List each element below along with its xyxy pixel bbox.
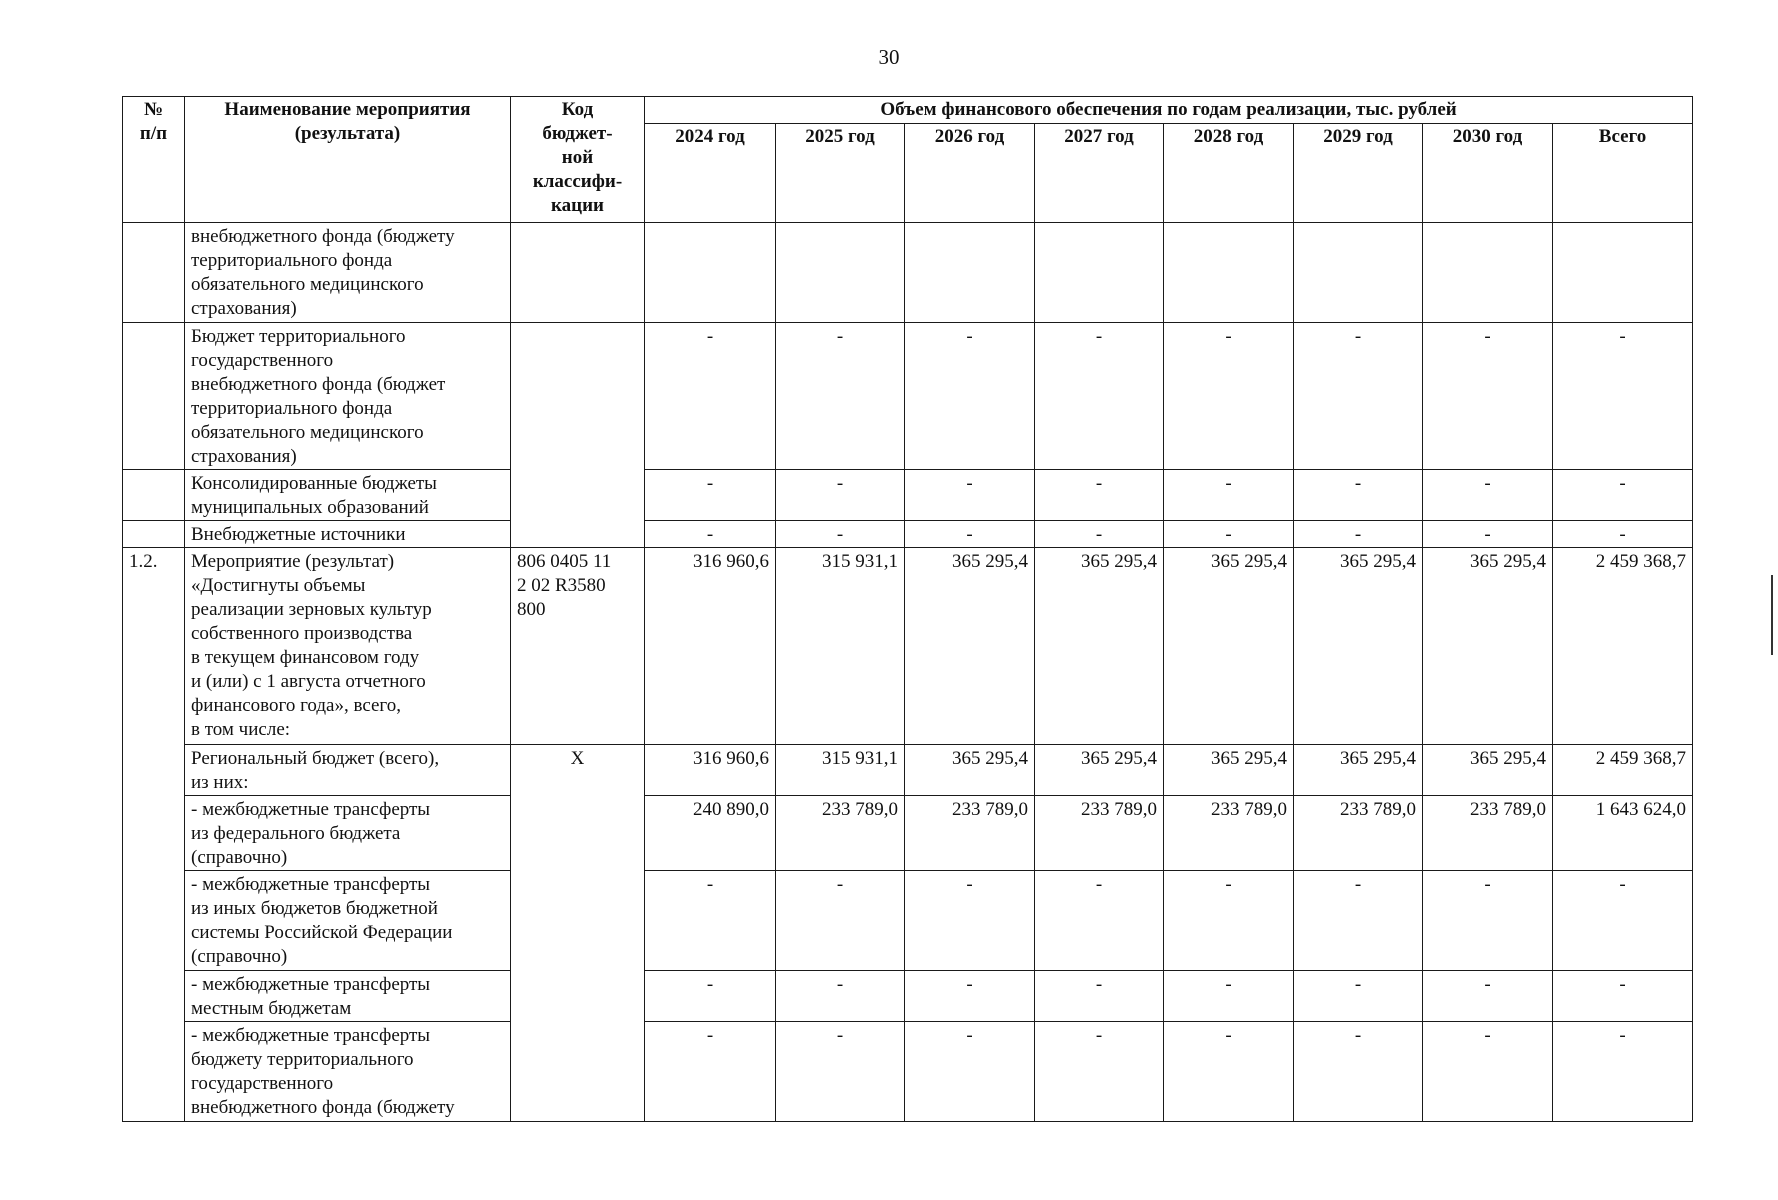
cell-total: -: [1553, 971, 1693, 1022]
cell-total: -: [1553, 521, 1693, 548]
row-name: - межбюджетные трансферты местным бюджетам: [185, 971, 511, 1022]
cell-2029: -: [1294, 521, 1423, 548]
cell-2028: 365 295,4: [1164, 745, 1294, 796]
cell-2027: -: [1035, 323, 1164, 470]
table-row: [123, 971, 1693, 1022]
cell-2024: -: [645, 1022, 776, 1122]
cell-2025: -: [776, 1022, 905, 1122]
table-header: [123, 97, 1693, 223]
table-row: [123, 745, 1693, 796]
cell-2028: 233 789,0: [1164, 796, 1294, 871]
cell-2030: -: [1423, 871, 1553, 971]
row-code: [511, 323, 645, 548]
header-activity-name: Наименование мероприятия (результата): [185, 97, 511, 223]
cell-2030: 233 789,0: [1423, 796, 1553, 871]
table-body: [123, 223, 1693, 1122]
cell-2028: -: [1164, 871, 1294, 971]
financing-table: [122, 96, 1693, 1122]
cell-2028: -: [1164, 521, 1294, 548]
row-name: Региональный бюджет (всего), из них:: [185, 745, 511, 796]
cell-2029: [1294, 223, 1423, 323]
cell-2026: -: [905, 1022, 1035, 1122]
cell-2024: -: [645, 871, 776, 971]
cell-2026: [905, 223, 1035, 323]
cell-2029: 233 789,0: [1294, 796, 1423, 871]
cell-2025: -: [776, 323, 905, 470]
row-number: [123, 521, 185, 548]
table-row: [123, 1022, 1693, 1122]
cell-2027: -: [1035, 971, 1164, 1022]
header-year-2027: 2027 год: [1035, 124, 1164, 223]
cell-2028: 365 295,4: [1164, 548, 1294, 745]
cell-2030: -: [1423, 521, 1553, 548]
cell-2025: -: [776, 971, 905, 1022]
row-number: 1.2.: [123, 548, 185, 1122]
cell-total: -: [1553, 1022, 1693, 1122]
cell-2024: -: [645, 323, 776, 470]
header-year-2029: 2029 год: [1294, 124, 1423, 223]
row-number: [123, 470, 185, 521]
cell-2028: -: [1164, 323, 1294, 470]
cell-total: [1553, 223, 1693, 323]
cell-2026: 233 789,0: [905, 796, 1035, 871]
header-year-2028: 2028 год: [1164, 124, 1294, 223]
scan-edge-mark: [1771, 575, 1773, 655]
row-number: [123, 223, 185, 323]
cell-2025: [776, 223, 905, 323]
table-row: [123, 796, 1693, 871]
cell-total: 2 459 368,7: [1553, 745, 1693, 796]
header-funding-group: Объем финансового обеспечения по годам реализации, тыс. рублей: [645, 97, 1693, 124]
row-name: - межбюджетные трансферты из иных бюджетов бюджетной системы Российской Федерации (справочно): [185, 871, 511, 971]
header-year-2025: 2025 год: [776, 124, 905, 223]
cell-total: 1 643 624,0: [1553, 796, 1693, 871]
table-row: [123, 548, 1693, 745]
cell-2024: -: [645, 971, 776, 1022]
cell-2030: -: [1423, 470, 1553, 521]
row-number: [123, 323, 185, 470]
row-code: Х: [511, 745, 645, 1122]
cell-2027: 365 295,4: [1035, 548, 1164, 745]
table-row: [123, 470, 1693, 521]
cell-2026: -: [905, 871, 1035, 971]
cell-2025: 315 931,1: [776, 745, 905, 796]
cell-2026: 365 295,4: [905, 548, 1035, 745]
cell-2025: -: [776, 470, 905, 521]
header-number: № п/п: [123, 97, 185, 223]
cell-2027: -: [1035, 871, 1164, 971]
cell-2030: -: [1423, 1022, 1553, 1122]
row-code: 806 0405 11 2 02 R3580 800: [511, 548, 645, 745]
cell-2029: -: [1294, 470, 1423, 521]
cell-2030: 365 295,4: [1423, 548, 1553, 745]
cell-2030: [1423, 223, 1553, 323]
cell-2028: -: [1164, 971, 1294, 1022]
cell-2027: -: [1035, 470, 1164, 521]
cell-2024: 240 890,0: [645, 796, 776, 871]
cell-2025: -: [776, 521, 905, 548]
cell-2029: 365 295,4: [1294, 548, 1423, 745]
row-name: Консолидированные бюджеты муниципальных образований: [185, 470, 511, 521]
header-year-2024: 2024 год: [645, 124, 776, 223]
cell-2026: -: [905, 971, 1035, 1022]
page-number: 30: [878, 45, 900, 69]
row-name: Мероприятие (результат) «Достигнуты объемы реализации зерновых культур собственного производства в текущем финансовом году и (или) с 1 августа отчетного финансового года», всего, в том числе:: [185, 548, 511, 745]
header-budget-code: Код бюджет- ной классифи- кации: [511, 97, 645, 223]
cell-total: -: [1553, 871, 1693, 971]
table-row: [123, 323, 1693, 470]
cell-2030: -: [1423, 971, 1553, 1022]
cell-2025: 233 789,0: [776, 796, 905, 871]
cell-2029: -: [1294, 971, 1423, 1022]
row-code: [511, 223, 645, 323]
cell-2027: -: [1035, 1022, 1164, 1122]
cell-2029: -: [1294, 323, 1423, 470]
row-name: внебюджетного фонда (бюджету территориального фонда обязательного медицинского страхования): [185, 223, 511, 323]
cell-2024: -: [645, 521, 776, 548]
cell-2027: 365 295,4: [1035, 745, 1164, 796]
cell-2027: -: [1035, 521, 1164, 548]
row-name: - межбюджетные трансферты бюджету территориального государственного внебюджетного фонда (бюджету: [185, 1022, 511, 1122]
header-year-2026: 2026 год: [905, 124, 1035, 223]
cell-2024: -: [645, 470, 776, 521]
cell-2030: 365 295,4: [1423, 745, 1553, 796]
cell-2027: [1035, 223, 1164, 323]
row-name: Внебюджетные источники: [185, 521, 511, 548]
cell-2024: [645, 223, 776, 323]
table-row: [123, 871, 1693, 971]
cell-2029: -: [1294, 871, 1423, 971]
header-total: Всего: [1553, 124, 1693, 223]
cell-2026: -: [905, 323, 1035, 470]
cell-2030: -: [1423, 323, 1553, 470]
cell-2028: -: [1164, 470, 1294, 521]
cell-2029: 365 295,4: [1294, 745, 1423, 796]
cell-2028: -: [1164, 1022, 1294, 1122]
table-row: [123, 521, 1693, 548]
cell-2026: -: [905, 521, 1035, 548]
table-row: [123, 223, 1693, 323]
cell-2025: 315 931,1: [776, 548, 905, 745]
header-year-2030: 2030 год: [1423, 124, 1553, 223]
cell-total: -: [1553, 323, 1693, 470]
row-name: Бюджет территориального государственного внебюджетного фонда (бюджет территориального фонда обязательного медицинского страхования): [185, 323, 511, 470]
cell-2026: 365 295,4: [905, 745, 1035, 796]
cell-2028: [1164, 223, 1294, 323]
cell-total: 2 459 368,7: [1553, 548, 1693, 745]
cell-2026: -: [905, 470, 1035, 521]
cell-2024: 316 960,6: [645, 745, 776, 796]
cell-2027: 233 789,0: [1035, 796, 1164, 871]
row-name: - межбюджетные трансферты из федерального бюджета (справочно): [185, 796, 511, 871]
cell-2029: -: [1294, 1022, 1423, 1122]
cell-total: -: [1553, 470, 1693, 521]
cell-2025: -: [776, 871, 905, 971]
cell-2024: 316 960,6: [645, 548, 776, 745]
